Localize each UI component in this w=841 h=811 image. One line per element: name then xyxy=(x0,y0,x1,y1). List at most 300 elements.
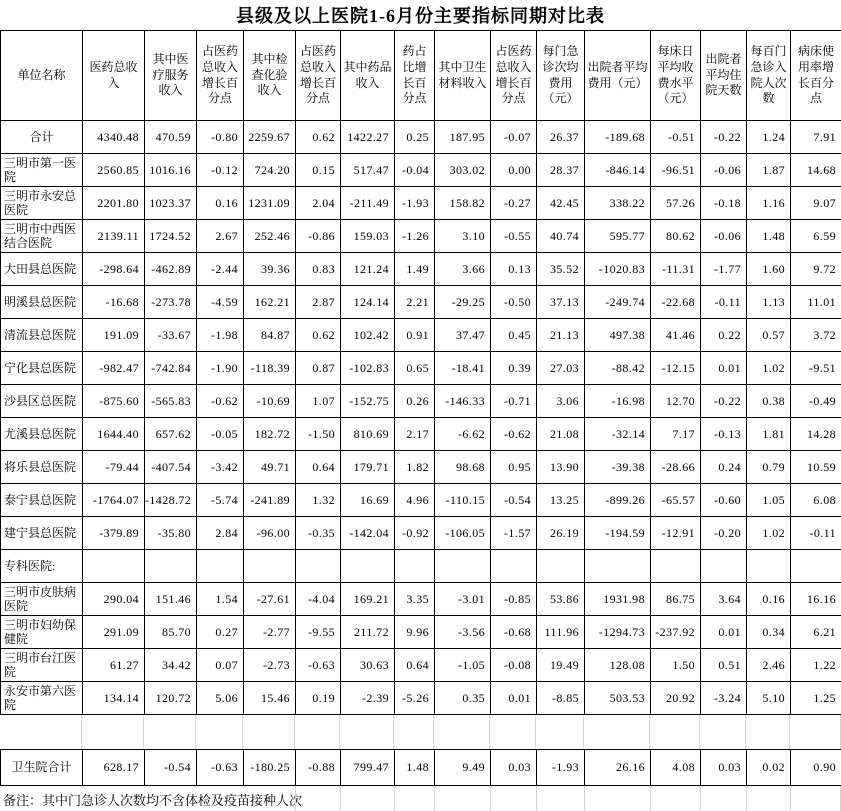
value-cell[interactable]: 0.24 xyxy=(701,451,747,484)
value-cell[interactable]: 1.02 xyxy=(747,517,791,550)
value-cell[interactable]: 80.62 xyxy=(651,220,701,253)
value-cell[interactable]: 49.71 xyxy=(244,451,296,484)
value-cell[interactable]: 162.21 xyxy=(244,286,296,319)
value-cell[interactable]: 16.69 xyxy=(341,484,395,517)
value-cell[interactable]: 595.77 xyxy=(585,220,651,253)
value-cell[interactable]: -0.11 xyxy=(791,517,841,550)
value-cell[interactable]: 0.16 xyxy=(197,187,244,220)
value-cell[interactable]: -4.59 xyxy=(197,286,244,319)
value-cell[interactable]: 1023.37 xyxy=(145,187,197,220)
column-header[interactable]: 每百门急诊入院人次数 xyxy=(747,31,791,121)
value-cell[interactable]: -742.84 xyxy=(145,352,197,385)
value-cell[interactable]: 30.63 xyxy=(341,649,395,682)
value-cell[interactable]: 191.09 xyxy=(83,319,145,352)
value-cell[interactable]: -1.05 xyxy=(435,649,491,682)
value-cell[interactable]: -0.35 xyxy=(296,517,341,550)
value-cell[interactable]: 6.21 xyxy=(791,616,841,649)
value-cell[interactable]: -0.08 xyxy=(491,649,537,682)
value-cell[interactable]: -0.50 xyxy=(491,286,537,319)
value-cell[interactable]: -2.73 xyxy=(244,649,296,682)
value-cell[interactable]: -1764.07 xyxy=(83,484,145,517)
unit-name-cell[interactable]: 建宁县总医院 xyxy=(1,517,83,550)
value-cell[interactable]: -249.74 xyxy=(585,286,651,319)
unit-name-cell[interactable]: 永安市第六医院 xyxy=(1,682,83,715)
value-cell[interactable]: 27.03 xyxy=(537,352,585,385)
value-cell[interactable]: 0.03 xyxy=(491,750,537,786)
value-cell[interactable]: -0.06 xyxy=(701,220,747,253)
unit-name-cell[interactable]: 沙县区总医院 xyxy=(1,385,83,418)
value-cell[interactable]: 0.35 xyxy=(435,682,491,715)
value-cell[interactable]: 2.84 xyxy=(197,517,244,550)
value-cell[interactable]: 0.87 xyxy=(296,352,341,385)
value-cell[interactable]: 1644.40 xyxy=(83,418,145,451)
value-cell[interactable]: 0.91 xyxy=(395,319,435,352)
value-cell[interactable]: -118.39 xyxy=(244,352,296,385)
value-cell[interactable]: 4340.48 xyxy=(83,121,145,154)
value-cell[interactable]: -846.14 xyxy=(585,154,651,187)
value-cell[interactable]: -0.04 xyxy=(395,154,435,187)
value-cell[interactable] xyxy=(145,550,197,583)
value-cell[interactable]: 37.13 xyxy=(537,286,585,319)
value-cell[interactable]: 3.66 xyxy=(435,253,491,286)
value-cell[interactable]: 290.04 xyxy=(83,583,145,616)
value-cell[interactable]: -1.98 xyxy=(197,319,244,352)
value-cell[interactable]: 3.06 xyxy=(537,385,585,418)
value-cell[interactable]: -152.75 xyxy=(341,385,395,418)
value-cell[interactable]: 13.25 xyxy=(537,484,585,517)
value-cell[interactable]: 20.92 xyxy=(651,682,701,715)
column-header[interactable]: 占医药总收入增长百分点 xyxy=(197,31,244,121)
value-cell[interactable]: -273.78 xyxy=(145,286,197,319)
value-cell[interactable]: 7.17 xyxy=(651,418,701,451)
value-cell[interactable]: 0.62 xyxy=(296,121,341,154)
value-cell[interactable]: 3.10 xyxy=(435,220,491,253)
value-cell[interactable]: -0.63 xyxy=(296,649,341,682)
column-header[interactable]: 病床使用率增长百分点 xyxy=(791,31,841,121)
value-cell[interactable]: 0.01 xyxy=(491,682,537,715)
value-cell[interactable]: 1.48 xyxy=(395,750,435,786)
value-cell[interactable]: 1931.98 xyxy=(585,583,651,616)
value-cell[interactable]: -3.01 xyxy=(435,583,491,616)
value-cell[interactable]: -462.89 xyxy=(145,253,197,286)
value-cell[interactable]: -982.47 xyxy=(83,352,145,385)
value-cell[interactable]: 2560.85 xyxy=(83,154,145,187)
value-cell[interactable]: -1.93 xyxy=(537,750,585,786)
value-cell[interactable]: -142.04 xyxy=(341,517,395,550)
value-cell[interactable]: 151.46 xyxy=(145,583,197,616)
value-cell[interactable]: 0.00 xyxy=(491,154,537,187)
value-cell[interactable]: 2139.11 xyxy=(83,220,145,253)
value-cell[interactable] xyxy=(197,550,244,583)
value-cell[interactable]: 121.24 xyxy=(341,253,395,286)
value-cell[interactable]: -2.44 xyxy=(197,253,244,286)
value-cell[interactable]: 5.10 xyxy=(747,682,791,715)
value-cell[interactable]: 19.49 xyxy=(537,649,585,682)
column-header[interactable]: 其中医疗服务收入 xyxy=(145,31,197,121)
value-cell[interactable]: 2201.80 xyxy=(83,187,145,220)
value-cell[interactable]: -0.54 xyxy=(145,750,197,786)
value-cell[interactable]: 12.70 xyxy=(651,385,701,418)
value-cell[interactable]: 169.21 xyxy=(341,583,395,616)
column-header[interactable]: 每床日平均收费水平（元） xyxy=(651,31,701,121)
column-header[interactable]: 药占比增长百分点 xyxy=(395,31,435,121)
value-cell[interactable]: -22.68 xyxy=(651,286,701,319)
footnote-text[interactable]: 备注：其中门急诊人次数均不含体检及疫苗接种人次 xyxy=(3,793,303,808)
value-cell[interactable]: 0.16 xyxy=(747,583,791,616)
value-cell[interactable] xyxy=(296,550,341,583)
value-cell[interactable]: -27.61 xyxy=(244,583,296,616)
value-cell[interactable]: 1724.52 xyxy=(145,220,197,253)
value-cell[interactable]: 26.37 xyxy=(537,121,585,154)
value-cell[interactable]: 2.46 xyxy=(747,649,791,682)
value-cell[interactable]: 15.46 xyxy=(244,682,296,715)
value-cell[interactable]: -2.77 xyxy=(244,616,296,649)
value-cell[interactable]: -96.00 xyxy=(244,517,296,550)
column-header[interactable]: 其中检查化验收入 xyxy=(244,31,296,121)
value-cell[interactable] xyxy=(341,550,395,583)
value-cell[interactable]: -16.98 xyxy=(585,385,651,418)
unit-name-cell[interactable]: 明溪县总医院 xyxy=(1,286,83,319)
value-cell[interactable]: -0.62 xyxy=(491,418,537,451)
value-cell[interactable]: 159.03 xyxy=(341,220,395,253)
value-cell[interactable]: 26.16 xyxy=(585,750,651,786)
value-cell[interactable]: 0.13 xyxy=(491,253,537,286)
unit-name-cell[interactable]: 三明市妇幼保健院 xyxy=(1,616,83,649)
value-cell[interactable]: 1.48 xyxy=(747,220,791,253)
value-cell[interactable]: -28.66 xyxy=(651,451,701,484)
value-cell[interactable]: 724.20 xyxy=(244,154,296,187)
value-cell[interactable] xyxy=(435,550,491,583)
value-cell[interactable]: -11.31 xyxy=(651,253,701,286)
value-cell[interactable]: -3.42 xyxy=(197,451,244,484)
value-cell[interactable] xyxy=(537,550,585,583)
value-cell[interactable]: 0.38 xyxy=(747,385,791,418)
unit-name-cell[interactable]: 尤溪县总医院 xyxy=(1,418,83,451)
value-cell[interactable]: 86.75 xyxy=(651,583,701,616)
value-cell[interactable]: -32.14 xyxy=(585,418,651,451)
value-cell[interactable] xyxy=(585,550,651,583)
value-cell[interactable]: 128.08 xyxy=(585,649,651,682)
value-cell[interactable]: 0.51 xyxy=(701,649,747,682)
value-cell[interactable]: -18.41 xyxy=(435,352,491,385)
value-cell[interactable]: 10.59 xyxy=(791,451,841,484)
value-cell[interactable]: -1.90 xyxy=(197,352,244,385)
value-cell[interactable]: 1016.16 xyxy=(145,154,197,187)
value-cell[interactable]: -29.25 xyxy=(435,286,491,319)
value-cell[interactable]: 35.52 xyxy=(537,253,585,286)
value-cell[interactable]: 0.90 xyxy=(791,750,841,786)
value-cell[interactable]: -0.11 xyxy=(701,286,747,319)
value-cell[interactable]: 657.62 xyxy=(145,418,197,451)
value-cell[interactable]: -0.60 xyxy=(701,484,747,517)
value-cell[interactable]: 628.17 xyxy=(83,750,145,786)
value-cell[interactable]: 1.49 xyxy=(395,253,435,286)
summary-label-cell[interactable]: 卫生院合计 xyxy=(1,750,83,786)
value-cell[interactable]: 0.07 xyxy=(197,649,244,682)
value-cell[interactable]: 14.68 xyxy=(791,154,841,187)
column-header[interactable]: 其中药品收入 xyxy=(341,31,395,121)
value-cell[interactable]: 497.38 xyxy=(585,319,651,352)
value-cell[interactable]: 303.02 xyxy=(435,154,491,187)
value-cell[interactable]: -875.60 xyxy=(83,385,145,418)
value-cell[interactable]: -1.57 xyxy=(491,517,537,550)
value-cell[interactable]: 1.13 xyxy=(747,286,791,319)
value-cell[interactable]: -88.42 xyxy=(585,352,651,385)
value-cell[interactable]: 9.96 xyxy=(395,616,435,649)
value-cell[interactable]: 517.47 xyxy=(341,154,395,187)
value-cell[interactable]: 0.45 xyxy=(491,319,537,352)
value-cell[interactable]: 0.64 xyxy=(296,451,341,484)
value-cell[interactable]: 9.07 xyxy=(791,187,841,220)
value-cell[interactable]: -0.54 xyxy=(491,484,537,517)
value-cell[interactable]: -0.71 xyxy=(491,385,537,418)
unit-name-cell[interactable]: 清流县总医院 xyxy=(1,319,83,352)
value-cell[interactable]: -3.56 xyxy=(435,616,491,649)
value-cell[interactable]: -0.92 xyxy=(395,517,435,550)
column-header[interactable]: 其中卫生材料收入 xyxy=(435,31,491,121)
unit-name-cell[interactable]: 将乐县总医院 xyxy=(1,451,83,484)
value-cell[interactable]: 0.62 xyxy=(296,319,341,352)
value-cell[interactable]: 14.28 xyxy=(791,418,841,451)
value-cell[interactable]: 1.87 xyxy=(747,154,791,187)
value-cell[interactable]: 98.68 xyxy=(435,451,491,484)
value-cell[interactable]: 182.72 xyxy=(244,418,296,451)
value-cell[interactable]: -0.63 xyxy=(197,750,244,786)
value-cell[interactable]: 1.24 xyxy=(747,121,791,154)
value-cell[interactable]: -1294.73 xyxy=(585,616,651,649)
column-header[interactable]: 每门急诊次均费用（元） xyxy=(537,31,585,121)
value-cell[interactable] xyxy=(83,550,145,583)
value-cell[interactable]: 0.27 xyxy=(197,616,244,649)
value-cell[interactable]: 0.01 xyxy=(701,616,747,649)
value-cell[interactable]: 120.72 xyxy=(145,682,197,715)
value-cell[interactable]: 37.47 xyxy=(435,319,491,352)
value-cell[interactable]: -0.06 xyxy=(701,154,747,187)
value-cell[interactable]: 3.64 xyxy=(701,583,747,616)
value-cell[interactable]: 0.65 xyxy=(395,352,435,385)
value-cell[interactable] xyxy=(747,550,791,583)
unit-name-cell[interactable]: 三明市中西医结合医院 xyxy=(1,220,83,253)
value-cell[interactable]: 2.67 xyxy=(197,220,244,253)
value-cell[interactable]: 338.22 xyxy=(585,187,651,220)
value-cell[interactable]: 124.14 xyxy=(341,286,395,319)
value-cell[interactable]: -4.04 xyxy=(296,583,341,616)
value-cell[interactable]: 41.46 xyxy=(651,319,701,352)
column-header[interactable]: 医药总收入 xyxy=(83,31,145,121)
value-cell[interactable]: 1.07 xyxy=(296,385,341,418)
value-cell[interactable]: 2.21 xyxy=(395,286,435,319)
value-cell[interactable]: 21.08 xyxy=(537,418,585,451)
unit-name-cell[interactable]: 三明市台江医院 xyxy=(1,649,83,682)
value-cell[interactable]: 21.13 xyxy=(537,319,585,352)
value-cell[interactable] xyxy=(491,550,537,583)
value-cell[interactable]: 85.70 xyxy=(145,616,197,649)
value-cell[interactable]: -0.55 xyxy=(491,220,537,253)
column-header[interactable]: 出院者平均住院天数 xyxy=(701,31,747,121)
value-cell[interactable]: 1.22 xyxy=(791,649,841,682)
value-cell[interactable]: 1.60 xyxy=(747,253,791,286)
value-cell[interactable]: 53.86 xyxy=(537,583,585,616)
value-cell[interactable]: -1020.83 xyxy=(585,253,651,286)
value-cell[interactable] xyxy=(651,550,701,583)
value-cell[interactable]: 4.08 xyxy=(651,750,701,786)
value-cell[interactable]: 39.36 xyxy=(244,253,296,286)
value-cell[interactable]: 57.26 xyxy=(651,187,701,220)
unit-name-cell[interactable]: 三明市第一医院 xyxy=(1,154,83,187)
value-cell[interactable]: 1.54 xyxy=(197,583,244,616)
value-cell[interactable]: 2.17 xyxy=(395,418,435,451)
value-cell[interactable] xyxy=(244,550,296,583)
value-cell[interactable]: -146.33 xyxy=(435,385,491,418)
value-cell[interactable]: 5.06 xyxy=(197,682,244,715)
value-cell[interactable] xyxy=(701,550,747,583)
value-cell[interactable]: 0.02 xyxy=(747,750,791,786)
value-cell[interactable]: -96.51 xyxy=(651,154,701,187)
value-cell[interactable]: -102.83 xyxy=(341,352,395,385)
value-cell[interactable]: 61.27 xyxy=(83,649,145,682)
value-cell[interactable]: 102.42 xyxy=(341,319,395,352)
value-cell[interactable]: -379.89 xyxy=(83,517,145,550)
value-cell[interactable]: -1.77 xyxy=(701,253,747,286)
value-cell[interactable]: 1.02 xyxy=(747,352,791,385)
value-cell[interactable]: 0.03 xyxy=(701,750,747,786)
unit-name-cell[interactable]: 三明市永安总医院 xyxy=(1,187,83,220)
value-cell[interactable]: -0.05 xyxy=(197,418,244,451)
value-cell[interactable]: -33.67 xyxy=(145,319,197,352)
value-cell[interactable]: 0.34 xyxy=(747,616,791,649)
value-cell[interactable]: 9.72 xyxy=(791,253,841,286)
value-cell[interactable]: 1.50 xyxy=(651,649,701,682)
value-cell[interactable]: 2259.67 xyxy=(244,121,296,154)
value-cell[interactable]: -10.69 xyxy=(244,385,296,418)
value-cell[interactable]: -5.26 xyxy=(395,682,435,715)
value-cell[interactable]: -9.51 xyxy=(791,352,841,385)
value-cell[interactable]: 799.47 xyxy=(341,750,395,786)
value-cell[interactable]: -0.51 xyxy=(651,121,701,154)
value-cell[interactable]: -211.49 xyxy=(341,187,395,220)
value-cell[interactable]: -0.07 xyxy=(491,121,537,154)
value-cell[interactable]: -0.13 xyxy=(701,418,747,451)
value-cell[interactable]: 134.14 xyxy=(83,682,145,715)
value-cell[interactable]: -2.39 xyxy=(341,682,395,715)
value-cell[interactable]: -79.44 xyxy=(83,451,145,484)
value-cell[interactable]: -565.83 xyxy=(145,385,197,418)
column-header[interactable]: 占医药总收入增长百分点 xyxy=(491,31,537,121)
value-cell[interactable]: 28.37 xyxy=(537,154,585,187)
value-cell[interactable]: 1.32 xyxy=(296,484,341,517)
value-cell[interactable]: 211.72 xyxy=(341,616,395,649)
value-cell[interactable]: -407.54 xyxy=(145,451,197,484)
value-cell[interactable]: -180.25 xyxy=(244,750,296,786)
value-cell[interactable]: -298.64 xyxy=(83,253,145,286)
value-cell[interactable]: 0.25 xyxy=(395,121,435,154)
value-cell[interactable]: 26.19 xyxy=(537,517,585,550)
value-cell[interactable]: -1.93 xyxy=(395,187,435,220)
value-cell[interactable]: 3.35 xyxy=(395,583,435,616)
unit-name-cell[interactable]: 合计 xyxy=(1,121,83,154)
value-cell[interactable]: -0.62 xyxy=(197,385,244,418)
value-cell[interactable]: -9.55 xyxy=(296,616,341,649)
value-cell[interactable]: 84.87 xyxy=(244,319,296,352)
value-cell[interactable]: -899.26 xyxy=(585,484,651,517)
unit-name-cell[interactable]: 宁化县总医院 xyxy=(1,352,83,385)
value-cell[interactable]: -0.20 xyxy=(701,517,747,550)
value-cell[interactable]: 16.16 xyxy=(791,583,841,616)
value-cell[interactable]: 11.01 xyxy=(791,286,841,319)
value-cell[interactable]: 1.16 xyxy=(747,187,791,220)
value-cell[interactable]: -0.86 xyxy=(296,220,341,253)
value-cell[interactable]: -0.85 xyxy=(491,583,537,616)
value-cell[interactable]: 187.95 xyxy=(435,121,491,154)
value-cell[interactable]: 1.25 xyxy=(791,682,841,715)
value-cell[interactable]: 42.45 xyxy=(537,187,585,220)
value-cell[interactable]: -106.05 xyxy=(435,517,491,550)
value-cell[interactable]: -16.68 xyxy=(83,286,145,319)
value-cell[interactable]: 0.26 xyxy=(395,385,435,418)
column-header[interactable]: 占医药总收入增长百分点 xyxy=(296,31,341,121)
value-cell[interactable]: 3.72 xyxy=(791,319,841,352)
value-cell[interactable]: 0.95 xyxy=(491,451,537,484)
value-cell[interactable]: -39.38 xyxy=(585,451,651,484)
value-cell[interactable]: 291.09 xyxy=(83,616,145,649)
value-cell[interactable]: 503.53 xyxy=(585,682,651,715)
value-cell[interactable]: -0.80 xyxy=(197,121,244,154)
value-cell[interactable]: -1.50 xyxy=(296,418,341,451)
value-cell[interactable]: 111.96 xyxy=(537,616,585,649)
value-cell[interactable]: -0.12 xyxy=(197,154,244,187)
value-cell[interactable]: 1231.09 xyxy=(244,187,296,220)
value-cell[interactable]: -8.85 xyxy=(537,682,585,715)
value-cell[interactable]: -0.22 xyxy=(701,121,747,154)
value-cell[interactable]: 0.64 xyxy=(395,649,435,682)
value-cell[interactable]: -241.89 xyxy=(244,484,296,517)
value-cell[interactable]: 0.01 xyxy=(701,352,747,385)
value-cell[interactable]: 4.96 xyxy=(395,484,435,517)
value-cell[interactable]: -110.15 xyxy=(435,484,491,517)
value-cell[interactable] xyxy=(791,550,841,583)
value-cell[interactable]: 2.04 xyxy=(296,187,341,220)
value-cell[interactable]: 2.87 xyxy=(296,286,341,319)
value-cell[interactable]: 1.82 xyxy=(395,451,435,484)
value-cell[interactable]: -0.22 xyxy=(701,385,747,418)
value-cell[interactable]: -6.62 xyxy=(435,418,491,451)
value-cell[interactable]: -0.68 xyxy=(491,616,537,649)
value-cell[interactable]: 7.91 xyxy=(791,121,841,154)
value-cell[interactable]: 1.05 xyxy=(747,484,791,517)
value-cell[interactable]: -12.15 xyxy=(651,352,701,385)
value-cell[interactable]: -0.27 xyxy=(491,187,537,220)
value-cell[interactable] xyxy=(395,550,435,583)
value-cell[interactable]: 34.42 xyxy=(145,649,197,682)
value-cell[interactable]: 9.49 xyxy=(435,750,491,786)
value-cell[interactable]: -3.24 xyxy=(701,682,747,715)
unit-name-cell[interactable]: 三明市皮肤病医院 xyxy=(1,583,83,616)
value-cell[interactable]: 0.39 xyxy=(491,352,537,385)
value-cell[interactable]: -65.57 xyxy=(651,484,701,517)
value-cell[interactable]: 470.59 xyxy=(145,121,197,154)
value-cell[interactable]: 179.71 xyxy=(341,451,395,484)
value-cell[interactable]: 0.79 xyxy=(747,451,791,484)
value-cell[interactable]: -189.68 xyxy=(585,121,651,154)
value-cell[interactable]: 0.19 xyxy=(296,682,341,715)
value-cell[interactable]: 252.46 xyxy=(244,220,296,253)
value-cell[interactable]: -35.80 xyxy=(145,517,197,550)
value-cell[interactable]: -0.18 xyxy=(701,187,747,220)
unit-name-cell[interactable]: 大田县总医院 xyxy=(1,253,83,286)
value-cell[interactable]: 158.82 xyxy=(435,187,491,220)
value-cell[interactable]: -194.59 xyxy=(585,517,651,550)
value-cell[interactable]: 0.83 xyxy=(296,253,341,286)
